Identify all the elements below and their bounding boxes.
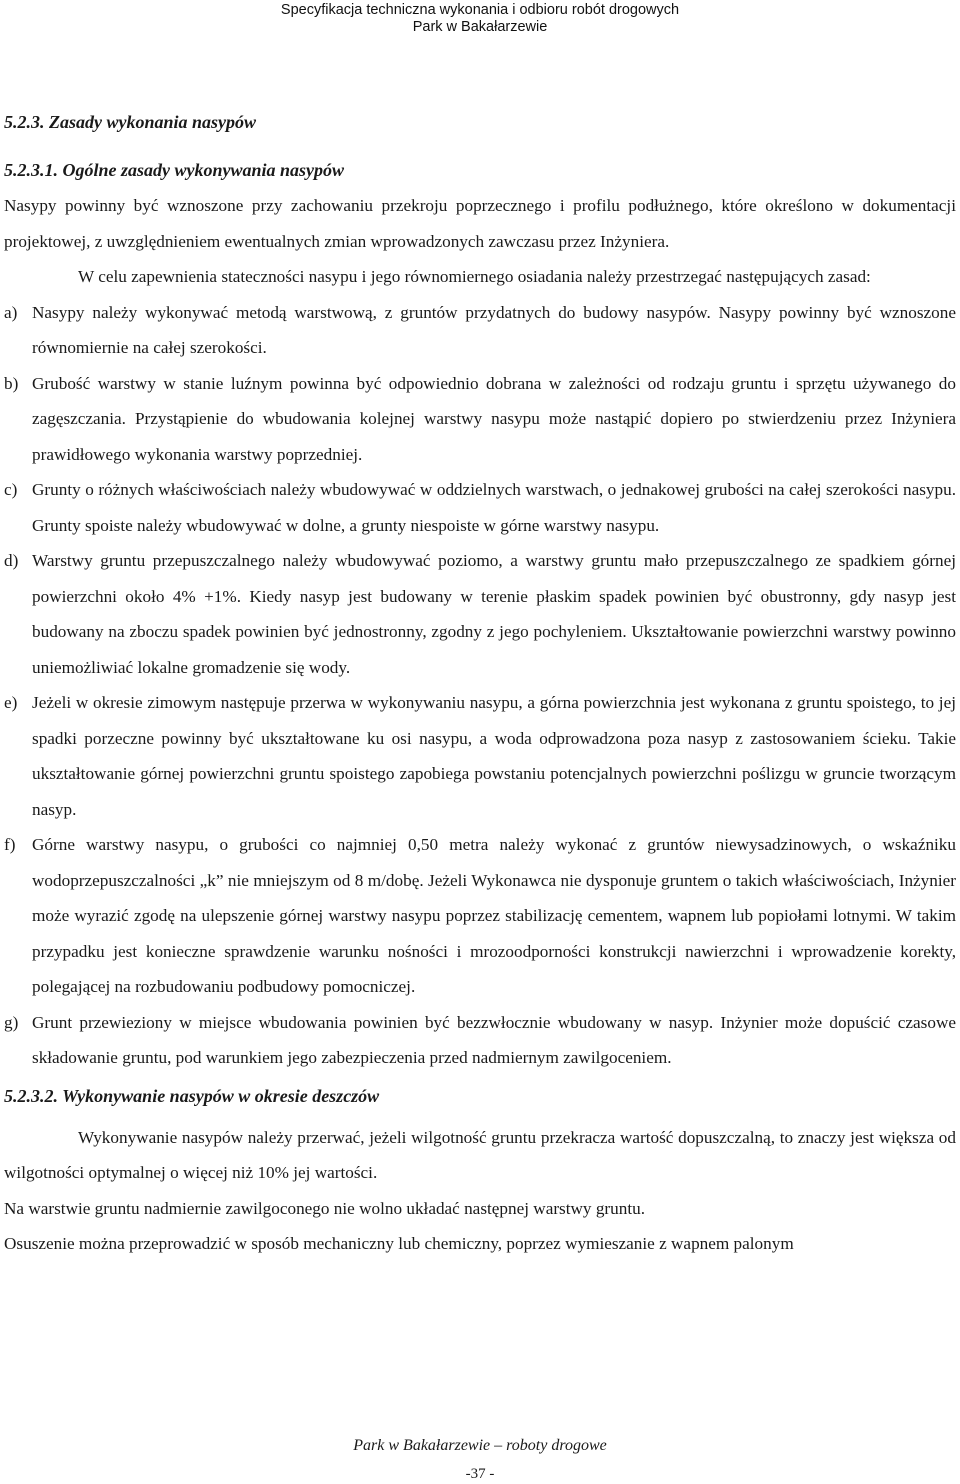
header-title: Specyfikacja techniczna wykonania i odbioru robót drogowych <box>280 2 680 18</box>
list-item-letter: f) <box>4 835 16 854</box>
page-number: -37 - <box>465 1466 495 1482</box>
paragraph: W celu zapewnienia stateczności nasypu i jego równomiernego osiadania należy przestrzegać następujących zasad: <box>78 267 871 286</box>
list-item-letter: b) <box>4 373 19 393</box>
list-item-text: Jeżeli w okresie zimowym następuje przerwa w wykonywaniu nasypu, a górna powierzchnia jest wykonana z gruntu spoistego, to jej spadki porzeczne powinny być ukształtowane ku osi nasypu, a woda odprowadzona poza nasyp z zastosowaniem ścieku. Takie ukształtowanie górnej powierzchni gruntu spoistego zapobiega powstaniu potencjalnych powierzchni poślizgu w gruncie tworzącym nasyp. <box>32 693 956 819</box>
document-body <box>4 108 956 1262</box>
paragraph: Wykonywanie nasypów należy przerwać, jeżeli wilgotność gruntu przekracza wartość dopuszczalną, to znaczy jest większa od wilgotności optymalnej o więcej niż 10% jej wartości. <box>4 1127 956 1182</box>
paragraph: Na warstwie gruntu nadmiernie zawilgoconego nie wolno układać następnej warstwy gruntu. <box>4 1198 645 1218</box>
list-item <box>4 543 956 685</box>
list-item-text: Górne warstwy nasypu, o grubości co najmniej 0,50 metra należy wykonać z gruntów niewysadzinowych, o wskaźniku wodoprzepuszczalności „k” nie mniejszym od 8 m/dobę. Jeżeli Wykonawca nie dysponuje gruntem o takich właściwościach, Inżynier może wyrazić zgodę na ulepszenie górnej warstwy nasypu poprzez stabilizację cementem, wapnem lub popiołami lotnymi. W takim przypadku jest konieczne sprawdzenie warunku nośności i mrozoodporności konstrukcji nawierzchni i wprowadzenie korekty, polegającej na rozbudowaniu podbudowy pomocniczej. <box>32 835 956 996</box>
paragraph: Nasypy powinny być wznoszone przy zachowaniu przekroju poprzecznego i profilu podłużnego, które określono w dokumentacji projektowej, z uwzględnieniem ewentualnych zmian wprowadzonych zawczasu przez Inżyniera. <box>4 196 956 251</box>
list-item <box>4 295 956 366</box>
header-subtitle: Park w Bakałarzewie <box>412 19 548 35</box>
list-item-text: Grubość warstwy w stanie luźnym powinna być odpowiednio dobrana w zależności od rodzaju gruntu i sprzętu używanego do zagęszczania. Przystąpienie do wbudowania kolejnej warstwy nasypu może nastąpić dopiero po stwierdzeniu przez Inżyniera prawidłowego wykonania warstwy poprzedniej. <box>32 373 956 464</box>
list-item <box>4 827 956 1005</box>
list-item-text: Warstwy gruntu przepuszczalnego należy wbudowywać poziomo, a warstwy gruntu mało przepuszczalnego ze spadkiem górnej powierzchni około 4% +1%. Kiedy nasyp jest budowany w terenie płaskim spadek powinien być obustronny, gdy nasyp jest budowany na zboczu spadek powinien być jednostronny, zgodny z jego pochyleniem. Ukształtowanie powierzchni warstwy powinno uniemożliwiać lokalne gromadzenie się wody. <box>32 551 956 677</box>
list-item-text: Nasypy należy wykonywać metodą warstwową, z gruntów przydatnych do budowy nasypów. Nasypy powinny być wznoszone równomiernie na całej szerokości. <box>32 302 956 357</box>
list-item-letter: d) <box>4 551 19 570</box>
list-item-letter: e) <box>4 693 18 712</box>
list-item-text: Grunt przewieziony w miejsce wbudowania powinien być bezzwłocznie wbudowany w nasyp. Inżynier może dopuścić czasowe składowanie gruntu, pod warunkiem jego zabezpieczenia przed nadmiernym zawilgoceniem. <box>32 1012 956 1067</box>
list-item <box>4 472 956 543</box>
list-item <box>4 685 956 827</box>
section-heading-5-2-3-1: 5.2.3.1. Ogólne zasady wykonywania nasypów <box>4 160 345 180</box>
list-item-letter: a) <box>4 302 18 322</box>
section-heading-5-2-3: 5.2.3. Zasady wykonania nasypów <box>4 112 257 132</box>
page-header <box>0 2 960 36</box>
list-item-letter: g) <box>4 1012 19 1032</box>
list-item <box>4 366 956 473</box>
section-heading-5-2-3-2: 5.2.3.2. Wykonywanie nasypów w okresie deszczów <box>4 1085 380 1106</box>
list-item-text: Grunty o różnych właściwościach należy wbudowywać w oddzielnych warstwach, o jednakowej grubości na całej szerokości nasypu. Grunty spoiste należy wbudowywać w dolne, a grunty niespoiste w górne warstwy nasypu. <box>32 480 956 535</box>
footer-title: Park w Bakałarzewie – roboty drogowe <box>353 1437 607 1454</box>
list-item-letter: c) <box>4 480 18 499</box>
paragraph: Osuszenie można przeprowadzić w sposób mechaniczny lub chemiczny, poprzez wymieszanie z wapnem palonym <box>4 1234 794 1253</box>
list-item <box>4 1005 956 1076</box>
